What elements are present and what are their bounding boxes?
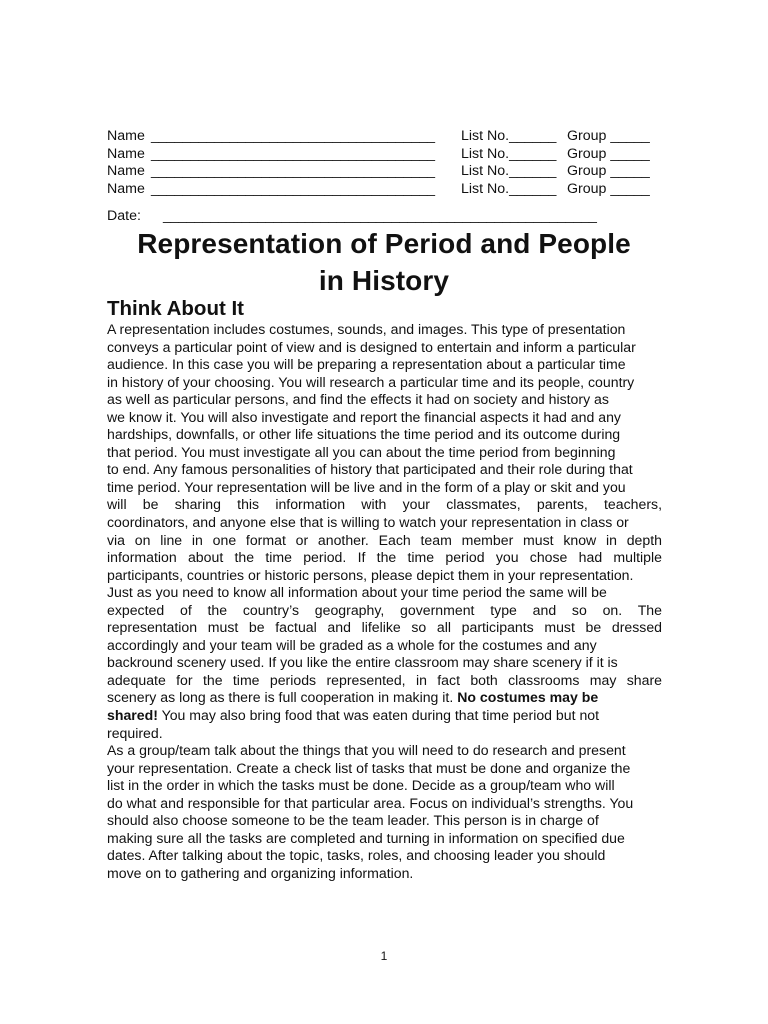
name-label: Name [107,163,145,179]
paragraph-line: backround scenery used. If you like the entire classroom may share scenery if it is [107,654,618,671]
name-label: Name [107,180,145,197]
paragraph-line [107,689,662,707]
paragraph-line: audience. In this case you will be preparing a representation about a particular time [107,356,626,373]
paragraph-line: expected of the country’s geography, government type and so on. The [107,601,662,618]
date-row [107,208,597,225]
body-text [107,321,662,883]
paragraph-line: that period. You must investigate all you can about the time period from beginning [107,443,616,460]
paragraph-line: time period. Your representation will be live and in the form of a play or skit and you [107,478,626,495]
paragraph-line: dates. After talking about the topic, tasks, roles, and choosing leader you should [107,847,606,864]
title-line-1: Representation of Period and People [137,228,631,259]
list-number-label: List No.______ [461,128,557,144]
name-blank: ____________________________________ [151,145,436,162]
list-number-label: List No.______ [461,180,557,197]
paragraph-text: You may also bring food that was eaten during that time period but not [157,707,600,724]
name-blank: ____________________________________ [151,180,436,197]
paragraph-line: we know it. You will also investigate and report the financial aspects it had and any [107,408,621,425]
name-label: Name [107,128,145,144]
page-number: 1 [380,949,388,963]
paragraph-line: should also choose someone to be the team leader. This person is in charge of [107,812,599,829]
name-blank: ____________________________________ [151,163,436,179]
name-row [107,146,667,164]
paragraph-line: conveys a particular point of view and is designed to entertain and inform a particular [107,338,636,355]
section-heading: Think About It [107,297,245,320]
paragraph-line: move on to gathering and organizing information. [107,864,414,881]
paragraph-line: accordingly and your team will be graded as a whole for the costumes and any [107,636,597,653]
paragraph-line: information about the time period. If the time period you chose had multiple [107,549,662,566]
paragraph-line: as well as particular persons, and find the effects it had on society and history as [107,391,609,408]
paragraph-line: participants, countries or historic persons, please depict them in your representation. [107,566,634,583]
paragraph-line: required. [107,724,163,741]
page-title [100,225,668,299]
paragraph-line: representation must be factual and lifelike so all participants must be dressed [107,619,662,636]
paragraph-line: do what and responsible for that particular area. Focus on individual’s strengths. You [107,794,634,811]
paragraph-line: adequate for the time periods represented, in fact both classrooms may share [107,671,662,688]
emphasis-text: shared! [107,707,158,724]
paragraph-line: Just as you need to know all information about your time period the same will be [107,584,607,601]
paragraph-line: your representation. Create a check list of tasks that must be done and organize the [107,759,631,776]
name-row [107,163,667,181]
paragraph-text: scenery as long as there is full cooperation in making it. [107,689,458,706]
paragraph-line: list in the order in which the tasks must be done. Decide as a group/team who will [107,777,615,794]
group-label: Group _____ [567,145,650,162]
paragraph-line: A representation includes costumes, sounds, and images. This type of presentation [107,321,626,337]
date-blank: _______________________________________________________ [162,208,597,224]
paragraph-line: via on line in one format or another. Each team member must know in depth [107,531,662,548]
list-number-label: List No.______ [461,145,557,162]
paragraph-line: in history of your choosing. You will research a particular time and its people, country [107,373,635,390]
emphasis-text: No costumes may be [457,689,599,706]
paragraph-line: to end. Any famous personalities of history that participated and their role during that [107,461,633,478]
group-label: Group _____ [567,180,650,197]
name-list-block [107,128,667,198]
name-row [107,128,667,146]
paragraph-line: hardships, downfalls, or other life situations the time period and its outcome during [107,426,621,443]
paragraph-line: As a group/team talk about the things that you will need to do research and present [107,742,626,759]
date-label: Date: [107,208,141,224]
name-label: Name [107,145,145,162]
name-row [107,181,667,199]
group-label: Group _____ [567,163,650,179]
group-label: Group _____ [567,128,650,144]
title-line-2: in History [318,265,450,296]
name-blank: ____________________________________ [151,128,436,144]
paragraph-line [107,707,662,725]
paragraph-line: making sure all the tasks are completed and turning in information on specified due [107,829,625,846]
paragraph-line: coordinators, and anyone else that is willing to watch your representation in class or [107,514,629,531]
paragraph-line: will be sharing this information with your classmates, parents, teachers, [107,496,662,513]
list-number-label: List No.______ [461,163,557,179]
